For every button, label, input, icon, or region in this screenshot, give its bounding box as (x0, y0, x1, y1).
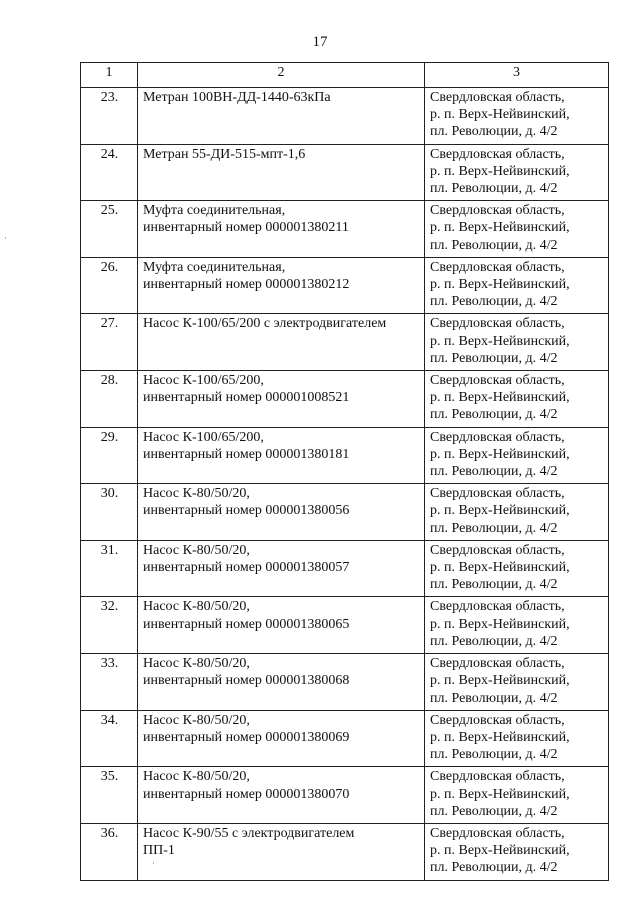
item-name-cell (138, 371, 425, 428)
item-name-cell (138, 823, 425, 880)
item-name-line: Насос К-80/50/20, (143, 542, 250, 558)
item-name-line: инвентарный номер 000001380070 (143, 786, 350, 802)
item-name-line: Метран 100ВН-ДД-1440-63кПа (143, 90, 331, 105)
address-line: Свердловская область, (430, 486, 565, 502)
row-number: 24. (81, 144, 138, 201)
row-number: 32. (81, 597, 138, 654)
address-line: пл. Революции, д. 4/2 (430, 181, 558, 197)
item-name-cell (138, 767, 425, 824)
address-line: р. п. Верх-Нейвинский, (430, 560, 570, 576)
address-line: пл. Революции, д. 4/2 (430, 124, 558, 140)
item-name-line: Насос К-100/65/200 с электродвигателем (143, 316, 387, 332)
item-name-cell (138, 710, 425, 767)
address-line: пл. Революции, д. 4/2 (430, 520, 558, 536)
address-line: Свердловская область, (430, 90, 565, 105)
address-line: р. п. Верх-Нейвинский, (430, 277, 570, 293)
table-row (81, 484, 609, 541)
scan-mark: · (4, 233, 7, 243)
page-number: 17 (312, 34, 328, 50)
address-cell (425, 484, 609, 541)
item-name-cell (138, 314, 425, 371)
address-line: пл. Революции, д. 4/2 (430, 407, 558, 423)
item-name-line: Насос К-80/50/20, (143, 599, 250, 615)
table-row (81, 710, 609, 767)
address-line: р. п. Верх-Нейвинский, (430, 163, 570, 179)
table-row (81, 371, 609, 428)
table-row (81, 654, 609, 711)
address-line: пл. Революции, д. 4/2 (430, 690, 558, 706)
item-name-line: Насос К-90/55 с электродвигателем (143, 825, 355, 841)
address-line: пл. Революции, д. 4/2 (430, 633, 558, 649)
row-number: 30. (81, 484, 138, 541)
table-row (81, 144, 609, 201)
item-name-line: Насос К-80/50/20, (143, 712, 250, 728)
item-name-line: Муфта соединительная, (143, 203, 286, 219)
address-line: Свердловская область, (430, 146, 565, 162)
address-line: р. п. Верх-Нейвинский, (430, 390, 570, 406)
address-cell (425, 427, 609, 484)
address-line: пл. Революции, д. 4/2 (430, 294, 558, 310)
address-line: Свердловская область, (430, 825, 565, 841)
item-name-line: инвентарный номер 000001380057 (143, 560, 350, 576)
row-number: 35. (81, 767, 138, 824)
item-name-line: инвентарный номер 000001380065 (143, 616, 350, 632)
address-line: Свердловская область, (430, 429, 565, 445)
table-row (81, 427, 609, 484)
address-line: пл. Революции, д. 4/2 (430, 577, 558, 593)
address-line: р. п. Верх-Нейвинский, (430, 843, 570, 859)
item-name-cell (138, 484, 425, 541)
item-name-line: Насос К-80/50/20, (143, 769, 250, 785)
address-cell (425, 88, 609, 145)
address-line: р. п. Верх-Нейвинский, (430, 446, 570, 462)
item-name-cell (138, 201, 425, 258)
column-header-3: 3 (425, 63, 609, 88)
table-row (81, 767, 609, 824)
column-header-2: 2 (138, 63, 425, 88)
address-line: р. п. Верх-Нейвинский, (430, 729, 570, 745)
address-line: Свердловская область, (430, 769, 565, 785)
table-row (81, 257, 609, 314)
row-number: 23. (81, 88, 138, 145)
address-cell (425, 257, 609, 314)
item-name-line: Насос К-80/50/20, (143, 656, 250, 672)
address-line: р. п. Верх-Нейвинский, (430, 503, 570, 519)
item-name-line: инвентарный номер 000001380212 (143, 277, 350, 293)
address-cell (425, 371, 609, 428)
item-name-cell (138, 427, 425, 484)
table-row (81, 314, 609, 371)
item-name-line: инвентарный номер 000001380211 (143, 220, 349, 236)
item-name-cell (138, 88, 425, 145)
row-number: 26. (81, 257, 138, 314)
address-line: Свердловская область, (430, 542, 565, 558)
scan-mark: · (152, 858, 155, 868)
item-name-line: Насос К-80/50/20, (143, 486, 250, 502)
address-line: р. п. Верх-Нейвинский, (430, 107, 570, 123)
item-name-cell (138, 654, 425, 711)
address-line: пл. Революции, д. 4/2 (430, 803, 558, 819)
item-name-line: инвентарный номер 000001008521 (143, 390, 350, 406)
address-cell (425, 314, 609, 371)
row-number: 36. (81, 823, 138, 880)
row-number: 27. (81, 314, 138, 371)
item-name-line: ПП-1 (143, 843, 175, 859)
item-name-cell (138, 597, 425, 654)
address-cell (425, 540, 609, 597)
address-line: пл. Революции, д. 4/2 (430, 237, 558, 253)
address-line: Свердловская область, (430, 656, 565, 672)
row-number: 29. (81, 427, 138, 484)
table-body (81, 88, 609, 881)
address-cell (425, 710, 609, 767)
address-cell (425, 767, 609, 824)
address-cell (425, 201, 609, 258)
address-cell (425, 144, 609, 201)
item-name-cell (138, 257, 425, 314)
table-header-row (81, 63, 609, 88)
address-line: пл. Революции, д. 4/2 (430, 464, 558, 480)
item-name-line: Муфта соединительная, (143, 259, 286, 275)
item-name-line: инвентарный номер 000001380181 (143, 446, 350, 462)
address-cell (425, 597, 609, 654)
address-line: р. п. Верх-Нейвинский, (430, 220, 570, 236)
address-line: Свердловская область, (430, 712, 565, 728)
item-name-line: Насос К-100/65/200, (143, 429, 264, 445)
address-line: Свердловская область, (430, 599, 565, 615)
address-line: Свердловская область, (430, 203, 565, 219)
item-name-line: инвентарный номер 000001380056 (143, 503, 350, 519)
item-name-line: инвентарный номер 000001380068 (143, 673, 350, 689)
table-row (81, 597, 609, 654)
address-line: пл. Революции, д. 4/2 (430, 747, 558, 763)
address-line: р. п. Верх-Нейвинский, (430, 673, 570, 689)
address-line: Свердловская область, (430, 316, 565, 332)
item-name-cell (138, 144, 425, 201)
address-line: р. п. Верх-Нейвинский, (430, 333, 570, 349)
table-row (81, 88, 609, 145)
column-header-1: 1 (81, 63, 138, 88)
address-cell (425, 823, 609, 880)
address-line: пл. Революции, д. 4/2 (430, 350, 558, 366)
table-row (81, 540, 609, 597)
table-row (81, 201, 609, 258)
address-line: Свердловская область, (430, 373, 565, 389)
address-line: р. п. Верх-Нейвинский, (430, 786, 570, 802)
table-row (81, 823, 609, 880)
item-name-line: Метран 55-ДИ-515-мпт-1,6 (143, 146, 306, 162)
address-cell (425, 654, 609, 711)
item-name-cell (138, 540, 425, 597)
item-name-line: инвентарный номер 000001380069 (143, 729, 350, 745)
address-line: Свердловская область, (430, 259, 565, 275)
property-table (80, 62, 609, 881)
address-line: пл. Революции, д. 4/2 (430, 860, 558, 876)
row-number: 25. (81, 201, 138, 258)
row-number: 33. (81, 654, 138, 711)
row-number: 31. (81, 540, 138, 597)
row-number: 28. (81, 371, 138, 428)
address-line: р. п. Верх-Нейвинский, (430, 616, 570, 632)
row-number: 34. (81, 710, 138, 767)
item-name-line: Насос К-100/65/200, (143, 373, 264, 389)
